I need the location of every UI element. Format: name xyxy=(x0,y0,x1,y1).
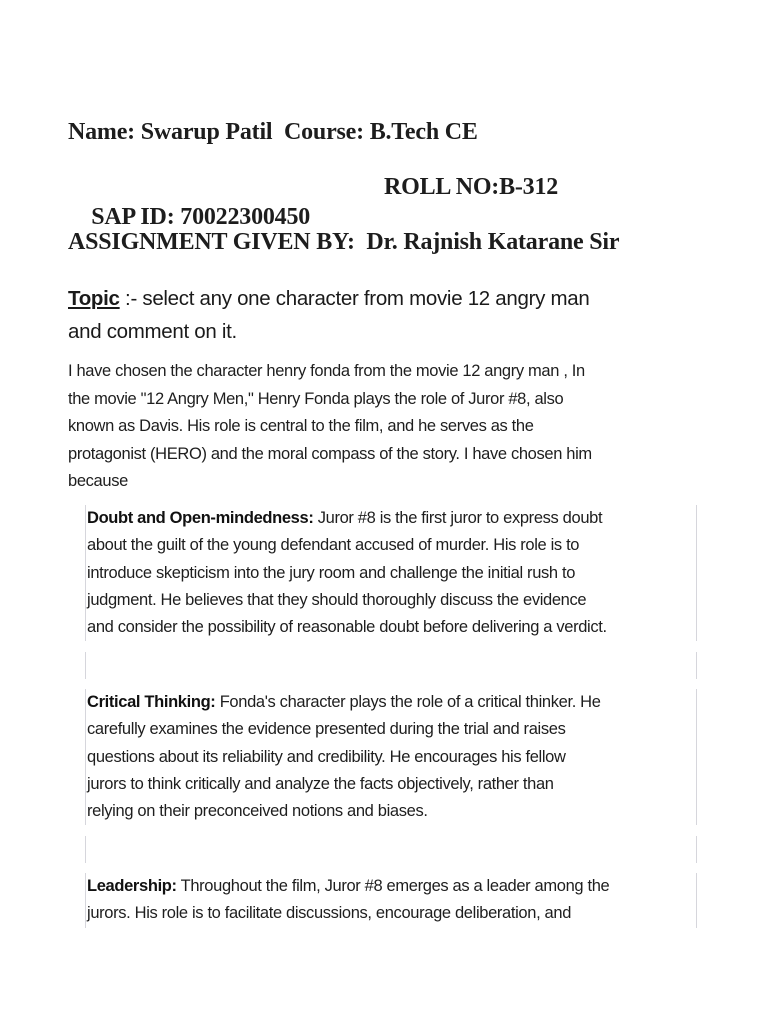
point-text: jurors to think critically and analyze the facts objectively, rather than xyxy=(87,774,554,793)
point-text: Juror #8 is the first juror to express doubt xyxy=(313,509,603,527)
point-text: relying on their preconceived notions and biases. xyxy=(87,802,428,821)
intro-line: known as Davis. His role is central to the film, and he serves as the xyxy=(68,417,534,435)
intro-paragraph xyxy=(68,358,708,496)
point-leadership xyxy=(85,873,697,928)
topic-text-1: :- select any one character from movie 12 angry man xyxy=(119,287,590,310)
assignment-given-by: ASSIGNMENT GIVEN BY: Dr. Rajnish Katarane Sir xyxy=(68,229,620,255)
point-critical-thinking xyxy=(85,689,697,825)
point-text: about the guilt of the young defendant accused of murder. His role is to xyxy=(87,536,580,555)
point-text: Throughout the film, Juror #8 emerges as a leader among the xyxy=(176,877,610,895)
point-text: Fonda's character plays the role of a critical thinker. He xyxy=(215,693,601,711)
intro-line: I have chosen the character henry fonda from the movie 12 angry man , In xyxy=(68,362,585,380)
sap-id: SAP ID: 70022300450 xyxy=(91,204,311,230)
point-text: carefully examines the evidence presented during the trial and raises xyxy=(87,720,566,739)
topic-label: Topic xyxy=(68,287,120,310)
empty-block-spacer xyxy=(85,836,697,863)
roll-no: ROLL NO:B-312 xyxy=(384,174,559,200)
topic-line-1 xyxy=(68,282,708,315)
empty-block-spacer xyxy=(85,652,697,679)
intro-line: protagonist (HERO) and the moral compass of the story. I have chosen him xyxy=(68,444,592,463)
point-title: Doubt and Open-mindedness: xyxy=(87,509,314,527)
point-text: questions about its reliability and credibility. He encourages his fellow xyxy=(87,747,566,766)
point-text: jurors. His role is to facilitate discussions, encourage deliberation, and xyxy=(87,904,572,923)
topic-heading xyxy=(68,282,708,348)
point-text: introduce skepticism into the jury room and challenge the initial rush to xyxy=(87,563,576,582)
topic-line-2: and comment on it. xyxy=(68,320,237,343)
point-text: judgment. He believes that they should thoroughly discuss the evidence xyxy=(87,590,587,609)
point-title: Leadership: xyxy=(87,877,177,895)
point-title: Critical Thinking: xyxy=(87,693,216,711)
intro-line: the movie "12 Angry Men," Henry Fonda plays the role of Juror #8, also xyxy=(68,389,564,408)
point-doubt-open-mindedness xyxy=(85,505,697,641)
point-text: and consider the possibility of reasonable doubt before delivering a verdict. xyxy=(87,618,607,637)
student-name-course: Name: Swarup Patil Course: B.Tech CE xyxy=(68,119,478,145)
intro-line: because xyxy=(68,472,128,490)
